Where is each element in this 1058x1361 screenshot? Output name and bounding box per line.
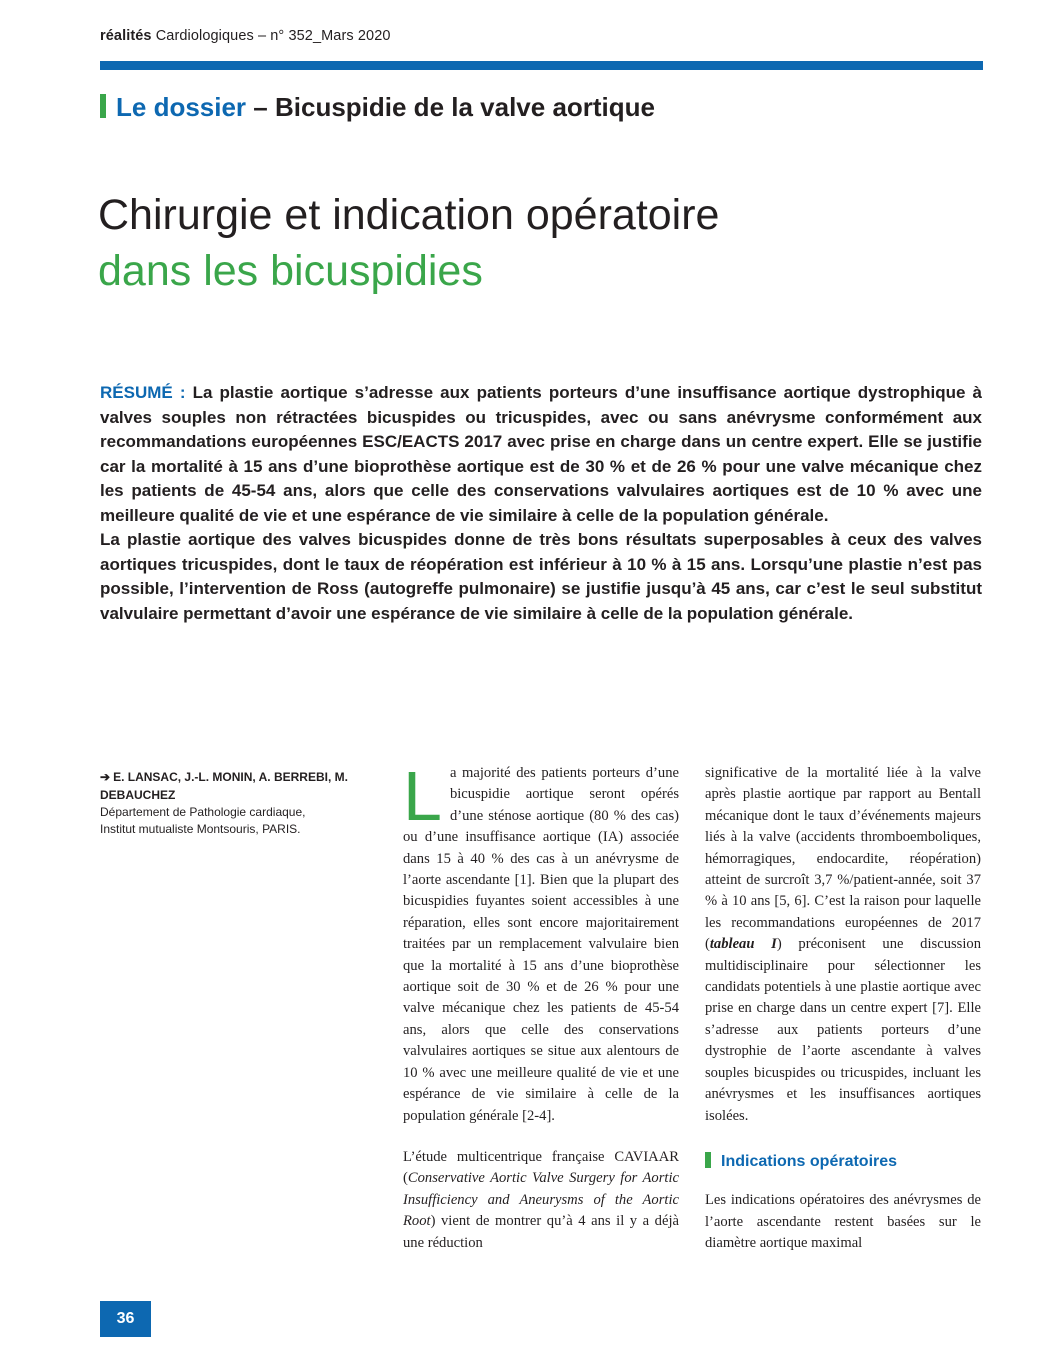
body-paragraph-3 (705, 763, 981, 1127)
body-paragraph-2 (403, 1147, 679, 1254)
affiliation-department: Département de Pathologie cardiaque, (100, 805, 306, 819)
body-column-1 (403, 757, 679, 1254)
section-label (100, 92, 655, 123)
header-rule (100, 61, 983, 70)
body-paragraph-2-start: L’étude multicentrique française CAVIAAR ( (403, 1148, 679, 1187)
paragraph-gap (403, 1127, 679, 1147)
abstract-paragraph-2: La plastie aortique des valves bicuspides donne de très bons résultats superposables à ceux des valves aortiques tricuspides, dont le taux de réopération est inférieur à 10 % à 15 ans. Lorsqu’une plastie n’est pas possible, l’intervention de Ross (autogreffe pulmonaire) se justifie jusqu’à 45 ans, car c’est le seul substitut valvulaire permettant d’avoir une espérance de vie similaire à celle de la population générale. (100, 530, 982, 623)
body-paragraph-2-end: ) vient de montrer qu’à 4 ans il y a déjà une réduction (403, 1213, 679, 1251)
page-number: 36 (100, 1301, 151, 1337)
journal-brand: réalités (100, 28, 152, 44)
body-paragraph-3-end: ) préconisent une discussion multidisciplinaire pour sélectionner les candidats potentiels à une plastie aortique avec prise en charge dans un centre expert [7]. Elle s’adresse aux patients porteurs d’une dystrophie de l’aorte ascendante à valves souples bicuspides ou tricuspides, incluant les anévrysmes et les insuffisances aortiques isolées. (705, 936, 981, 1124)
abstract (100, 381, 982, 626)
journal-issue: Cardiologiques – n° 352_Mars 2020 (151, 28, 391, 44)
body-paragraph-3-start: significative de la mortalité liée à la valve après plastie aortique par rapport au Bentall mécanique dont le taux d’événements majeurs liés à la valve (accidents thromboemboliques, hémorragiques, endocardite, réopération) atteint de surcroît 3,7 %/patient-année, soit 37 % à 10 ans [5, 6]. C’est la raison pour laquelle les recommandations européennes de 2017 ( (705, 765, 981, 953)
section-name: Le dossier (116, 92, 247, 122)
abstract-label: RÉSUMÉ : (100, 383, 186, 402)
author-names: E. LANSAC, J.-L. MONIN, A. BERREBI, M. DEBAUCHEZ (100, 770, 348, 802)
drop-cap: L (403, 757, 442, 835)
body-paragraph-4: Les indications opératoires des anévrysmes de l’aorte ascendante restent basées sur le diamètre aortique maximal (705, 1192, 981, 1252)
section-marker-bar (100, 94, 106, 118)
authors-block (100, 768, 360, 838)
arrow-icon: ➔ (100, 770, 111, 784)
subheading (705, 1151, 981, 1172)
authors-line (100, 768, 360, 804)
body-column-2 (705, 763, 981, 1255)
article-title-line-2: dans les bicuspidies (98, 247, 483, 295)
abstract-text-1: La plastie aortique s’adresse aux patients porteurs d’une insuffisance aortique dystrophique à valves souples non rétractées bicuspides ou tricuspides, avec ou sans anévrysme conformément aux recommandations européennes ESC/EACTS 2017 avec prise en charge dans un centre expert. Elle se justifie car la mortalité à 15 ans d’une bioprothèse aortique est de 30 % et de 26 % pour une valve mécanique chez les patients de 45-54 ans, alors que celle des conservations valvulaires aortiques est de 10 % avec une meilleure qualité de vie et une espérance de vie similaire à celle de la population générale. (100, 383, 982, 525)
journal-header (100, 28, 391, 44)
study-full-name: Conservative Aortic Valve Surgery for Aortic Insufficiency and Aneurysms of the Aortic Root (403, 1170, 679, 1230)
section-separator: – (246, 92, 275, 122)
body-paragraph-1 (403, 757, 679, 1127)
subheading-text: Indications opératoires (721, 1152, 898, 1170)
author-affiliation (100, 804, 360, 838)
body-paragraph-1-text: a majorité des patients porteurs d’une bicuspidie aortique seront opérés d’une sténose aortique (80 % des cas) ou d’une insuffisance aortique (IA) associée dans 15 à 40 % des cas à un anévrysme de l’aorte ascendante [1]. Bien que la plupart des bicuspidies fuyantes soient accessibles à une réparation, elles sont encore majoritairement traitées par un remplacement valvulaire bien que la mortalité à 15 ans d’une bioprothèse aortique soit de 30 % et de 26 % pour une valve mécanique chez les patients de 45-54 ans, alors que celle des conservations valvulaires aortiques se situe aux alentours de 10 % avec une meilleure qualité de vie et une espérance de vie similaire à celle de la population générale [2-4]. (403, 765, 679, 1124)
abstract-paragraph-1 (100, 381, 982, 528)
table-reference: tableau I (709, 936, 777, 953)
affiliation-institute: Institut mutualiste Montsouris, PARIS. (100, 822, 301, 836)
section-topic: Bicuspidie de la valve aortique (274, 92, 656, 122)
subheading-marker-bar (705, 1152, 711, 1168)
article-title-line-1: Chirurgie et indication opératoire (98, 191, 720, 239)
